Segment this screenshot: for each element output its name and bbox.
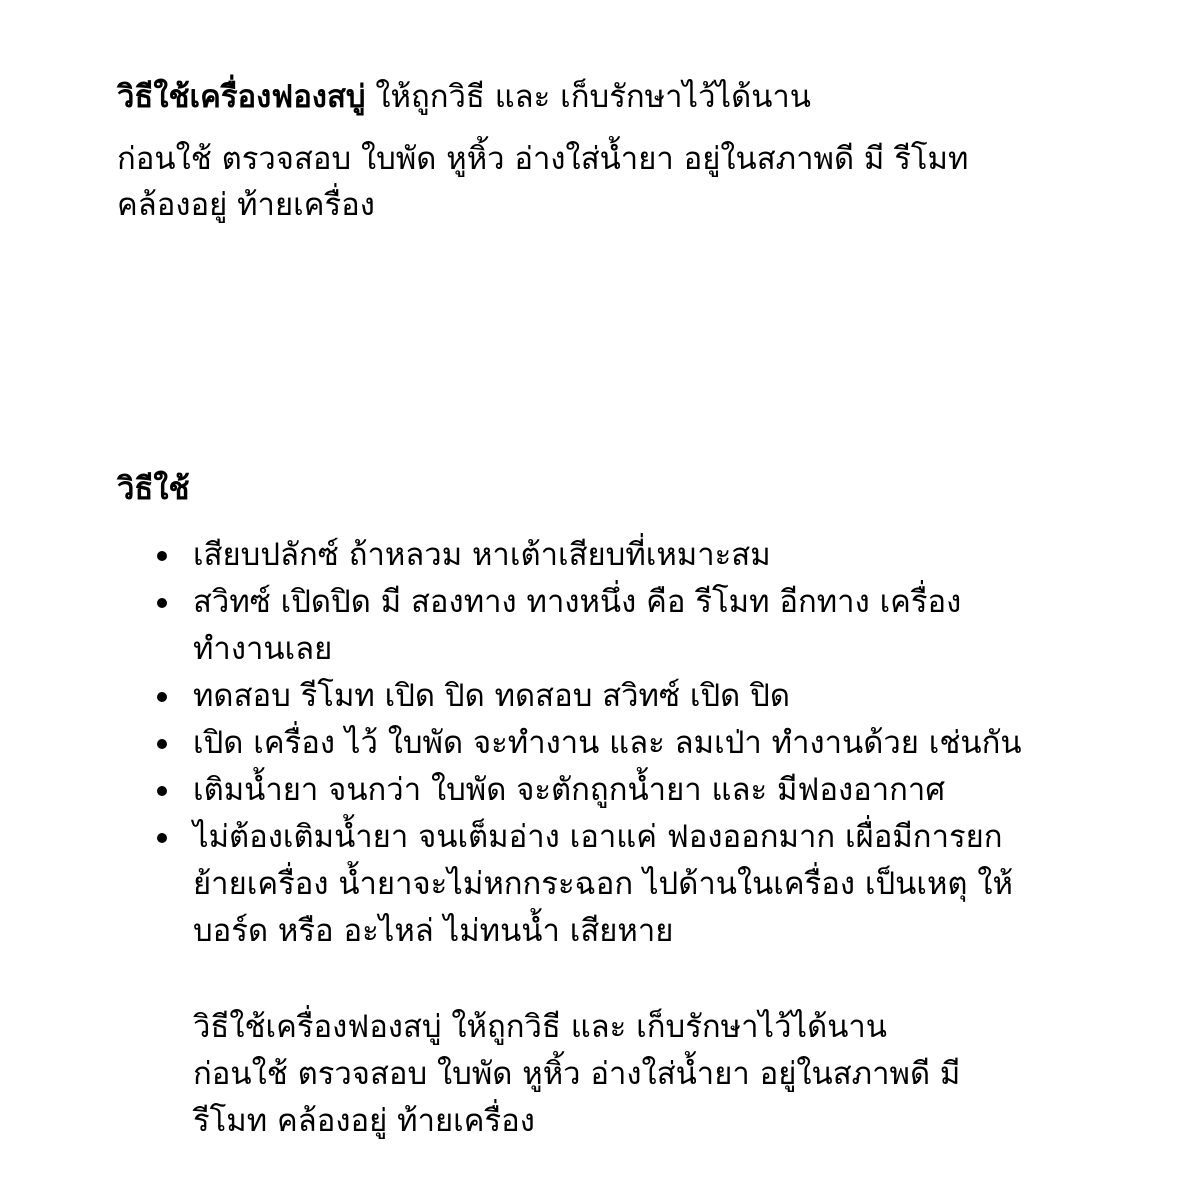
step-text-line: ทดสอบ รีโมท เปิด ปิด ทดสอบ สวิทซ์ เปิด ปิด — [193, 678, 790, 714]
usage-heading: วิธีใช้ — [117, 471, 190, 507]
intro-check-line-2: คล้องอยู่ ท้ายเครื่อง — [117, 187, 375, 223]
intro-title-bold: วิธีใช้เครื่องฟองสบู่ — [117, 79, 366, 115]
repeated-intro-block — [193, 1004, 1093, 1145]
usage-step-6 — [117, 814, 1077, 955]
repeat-line-2: ก่อนใช้ ตรวจสอบ ใบพัด หูหิ้ว อ่างใส่น้ำยา อยู่ในสภาพดี มี — [193, 1056, 961, 1092]
document-page — [117, 74, 1077, 1139]
step-text-line: สวิทซ์ เปิดปิด มี สองทาง ทางหนึ่ง คือ รีโมท อีกทาง เครื่อง — [193, 584, 962, 620]
usage-steps-list — [117, 532, 1077, 955]
usage-step-3 — [117, 673, 1077, 720]
step-text-line: ทำงานเลย — [193, 631, 333, 667]
intro-title-rest: ให้ถูกวิธี และ เก็บรักษาไว้ได้นาน — [365, 79, 811, 115]
intro-check-line-1: ก่อนใช้ ตรวจสอบ ใบพัด หูหิ้ว อ่างใส่น้ำยา อยู่ในสภาพดี มี รีโมท — [117, 141, 969, 177]
bullet-icon — [157, 739, 167, 749]
usage-step-1 — [117, 532, 1077, 579]
step-text-line: บอร์ด หรือ อะไหล่ ไม่ทนน้ำ เสียหาย — [193, 913, 674, 949]
step-text-line: เติมน้ำยา จนกว่า ใบพัด จะตักถูกน้ำยา และ มีฟองอากาศ — [193, 772, 945, 808]
repeat-line-1: วิธีใช้เครื่องฟองสบู่ ให้ถูกวิธี และ เก็บรักษาไว้ได้นาน — [193, 1009, 887, 1045]
bullet-icon — [157, 833, 167, 843]
bullet-icon — [157, 786, 167, 796]
step-text-line: ย้ายเครื่อง น้ำยาจะไม่หกกระฉอก ไปด้านในเครื่อง เป็นเหตุ ให้ — [193, 866, 1013, 902]
bullet-icon — [157, 692, 167, 702]
bullet-icon — [157, 598, 167, 608]
usage-step-5 — [117, 767, 1077, 814]
bullet-icon — [157, 551, 167, 561]
step-text-line: เปิด เครื่อง ไว้ ใบพัด จะทำงาน และ ลมเป่า ทำงานด้วย เช่นกัน — [193, 725, 1022, 761]
repeat-line-3: รีโมท คล้องอยู่ ท้ายเครื่อง — [193, 1103, 535, 1139]
step-text-line: เสียบปลักซ์ ถ้าหลวม หาเต้าเสียบที่เหมาะสม — [193, 537, 771, 573]
usage-step-2 — [117, 579, 1077, 673]
step-text-line: ไม่ต้องเติมน้ำยา จนเต็มอ่าง เอาแค่ ฟองออกมาก เผื่อมีการยก — [193, 819, 1003, 855]
intro-title-line — [117, 74, 1077, 120]
usage-step-4 — [117, 720, 1077, 767]
